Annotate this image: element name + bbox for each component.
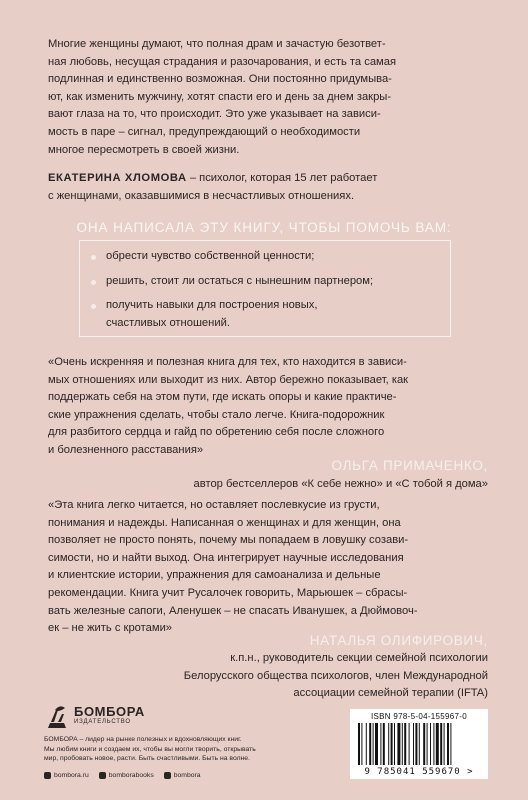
review-quote-2: «Эта книга легко читается, но оставляет послевкусие из грусти, понимания и надежды. Написанная о женщинах и для женщин, она позволяет не просто понять, почему мы попадаем в ловушку созави- симости, но и найти выход. Она интегрирует научные исследования и клиентские истории, упражнения для самоанализа и дельные рекомендации. Книга учит Русалочек говорить, Марьюшек – сбрасы- вать железные сапоги, Аленушек – не спасать Иванушек, а Дюймовоч- ек – не жить с кротами» <box>48 499 418 635</box>
author-name: ЕКАТЕРИНА ХЛОМОВА <box>48 172 187 184</box>
bullet-icon <box>91 304 96 309</box>
social-website-label: bombora.ru <box>54 772 89 779</box>
social-vk[interactable] <box>99 772 154 779</box>
social-telegram[interactable] <box>164 772 201 779</box>
barcode-icon <box>354 723 484 767</box>
author-description <box>48 170 488 205</box>
author-desc-line1: – психолог, которая 15 лет работает <box>186 172 378 184</box>
bombora-logo-icon <box>44 702 70 730</box>
social-website[interactable] <box>44 772 89 779</box>
web-icon <box>44 772 51 779</box>
purpose-item <box>92 248 314 266</box>
bullet-icon <box>91 255 96 260</box>
vk-icon <box>99 772 106 779</box>
purpose-item <box>92 297 318 332</box>
purpose-heading: ОНА НАПИСАЛА ЭТУ КНИГУ, ЧТОБЫ ПОМОЧЬ ВАМ: <box>76 220 452 235</box>
author-desc-line2: с женщинами, оказавшимися в несчастливых отношениях. <box>48 189 355 202</box>
purpose-item-text: решить, стоит ли остаться с нынешним партнером; <box>106 275 374 287</box>
review-author-role-2: к.п.н., руководитель секции семейной психологии Белорусского общества психологов, член Международной ассоциации семейной терапии (IFTA) <box>183 652 488 700</box>
barcode-digits: 9 785041 559670 > <box>364 767 474 777</box>
publisher-description: БОМБОРА – лидер на рынке полезных и вдохновляющих книг. Мы любим книги и создаем их, чтобы вы могли творить, открывать мир, пробовать новое, расти. Быть счастливыми. Быть на волне. <box>44 736 256 763</box>
social-links <box>44 772 201 779</box>
publisher-logo <box>44 702 164 732</box>
review-author-role-1: автор бестселлеров «К себе нежно» и «С тобой я дома» <box>193 478 488 490</box>
publisher-sub: ИЗДАТЕЛЬСТВО <box>74 719 131 725</box>
telegram-icon <box>164 772 171 779</box>
purpose-item-text: получить навыки для построения новых, счастливых отношений. <box>106 299 318 329</box>
social-vk-label: bomborabooks <box>108 772 154 779</box>
social-telegram-label: bombora <box>173 772 201 779</box>
bullet-icon <box>91 280 96 285</box>
publisher-brand: БОМБОРА <box>74 704 145 719</box>
intro-paragraph: Многие женщины думают, что полная драм и зачастую безответ- ная любовь, несущая страдания и разочарования, и есть та самая подлинная и единственно возможная. Они постоянно придумыва- ют, как изменить мужчину, хотят спасти его и день за днем закры- вают глаза на то, что происходит. Это уже указывает на зависи- мость в паре – сигнал, предупреждающий о необходимости многое пересмотреть в своей жизни. <box>48 38 397 156</box>
isbn-label: ISBN 978-5-04-155967-0 <box>371 712 467 721</box>
purpose-item <box>92 273 373 291</box>
review-author-1: ОЛЬГА ПРИМАЧЕНКО, <box>331 458 488 473</box>
isbn-barcode <box>350 709 488 779</box>
review-author-2: НАТАЛЬЯ ОЛИФИРОВИЧ, <box>309 633 488 648</box>
purpose-item-text: обрести чувство собственной ценности; <box>106 250 315 262</box>
review-quote-1: «Очень искренняя и полезная книга для тех, кто находится в зависи- мых отношениях или выходит из них. Автор бережно показывает, как поддержать себя на этом пути, где искать опоры и какие практиче- ские упражнения сделать, чтобы стало легче. Книга-подорожник для разбитого сердца и гайд по обретению себя после сложного и болезненного расставания» <box>48 356 409 456</box>
